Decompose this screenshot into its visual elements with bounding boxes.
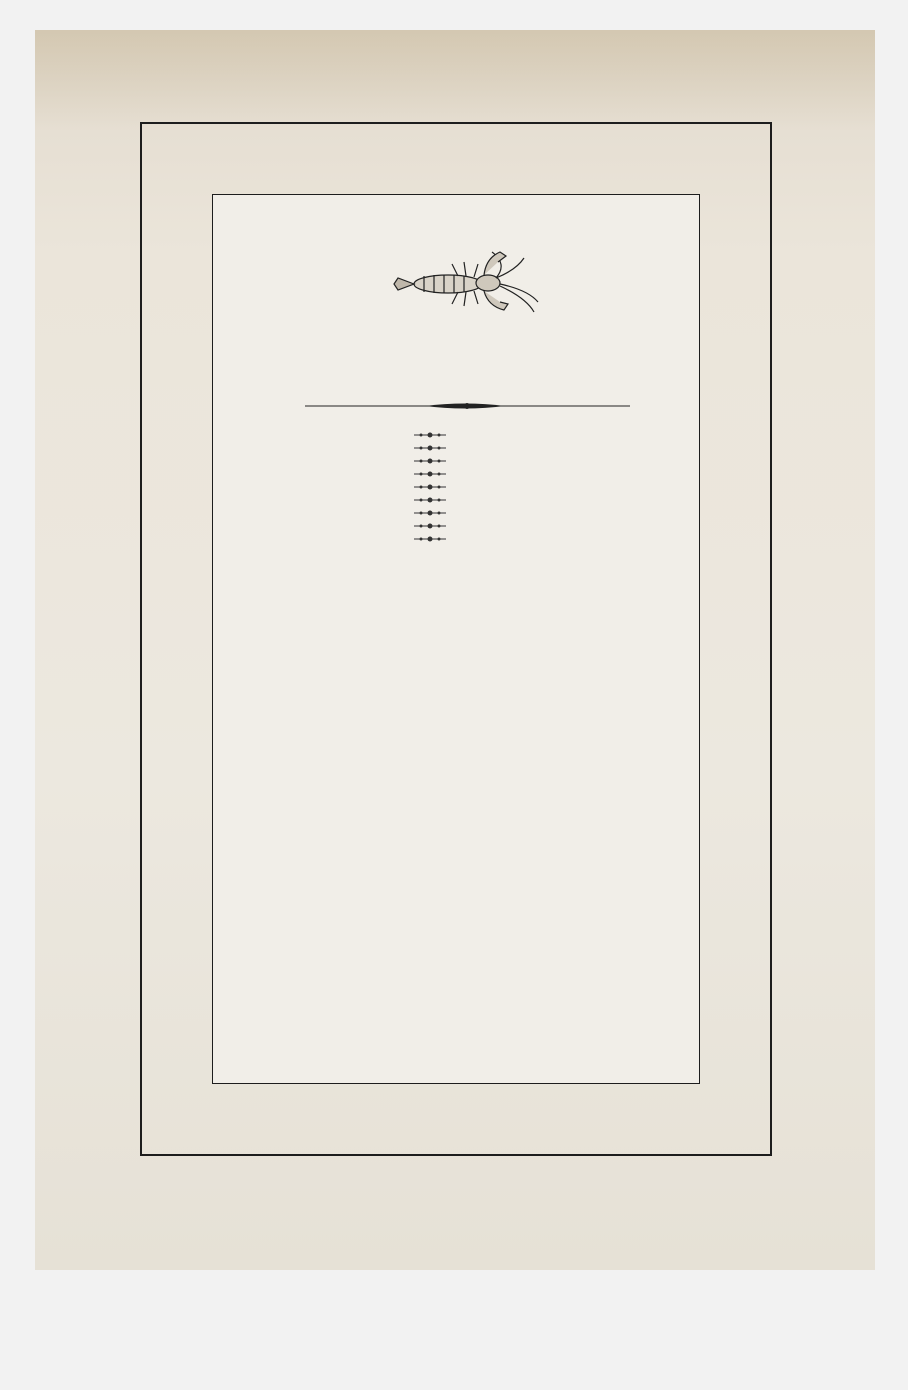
rosette-bottom-left (140, 1082, 214, 1156)
decalogue-verses (318, 430, 618, 548)
verse-separator-ornament (413, 522, 447, 530)
text-panel (212, 194, 700, 1084)
rosette-top-right (698, 122, 772, 196)
verse-separator-ornament (413, 535, 447, 543)
rosette-bottom-right (698, 1082, 772, 1156)
verse-separator-ornament (413, 470, 447, 478)
verse-separator-ornament (413, 496, 447, 504)
verse-separator-ornament (413, 509, 447, 517)
rosette-top-left (140, 122, 214, 196)
verse-separator-ornament (413, 483, 447, 491)
crayfish-illustration (388, 240, 548, 320)
verse-separator-ornament (413, 457, 447, 465)
decorative-rule (305, 399, 630, 413)
verse-separator-ornament (413, 444, 447, 452)
verse-separator-ornament (413, 431, 447, 439)
paper-stain (35, 30, 875, 130)
